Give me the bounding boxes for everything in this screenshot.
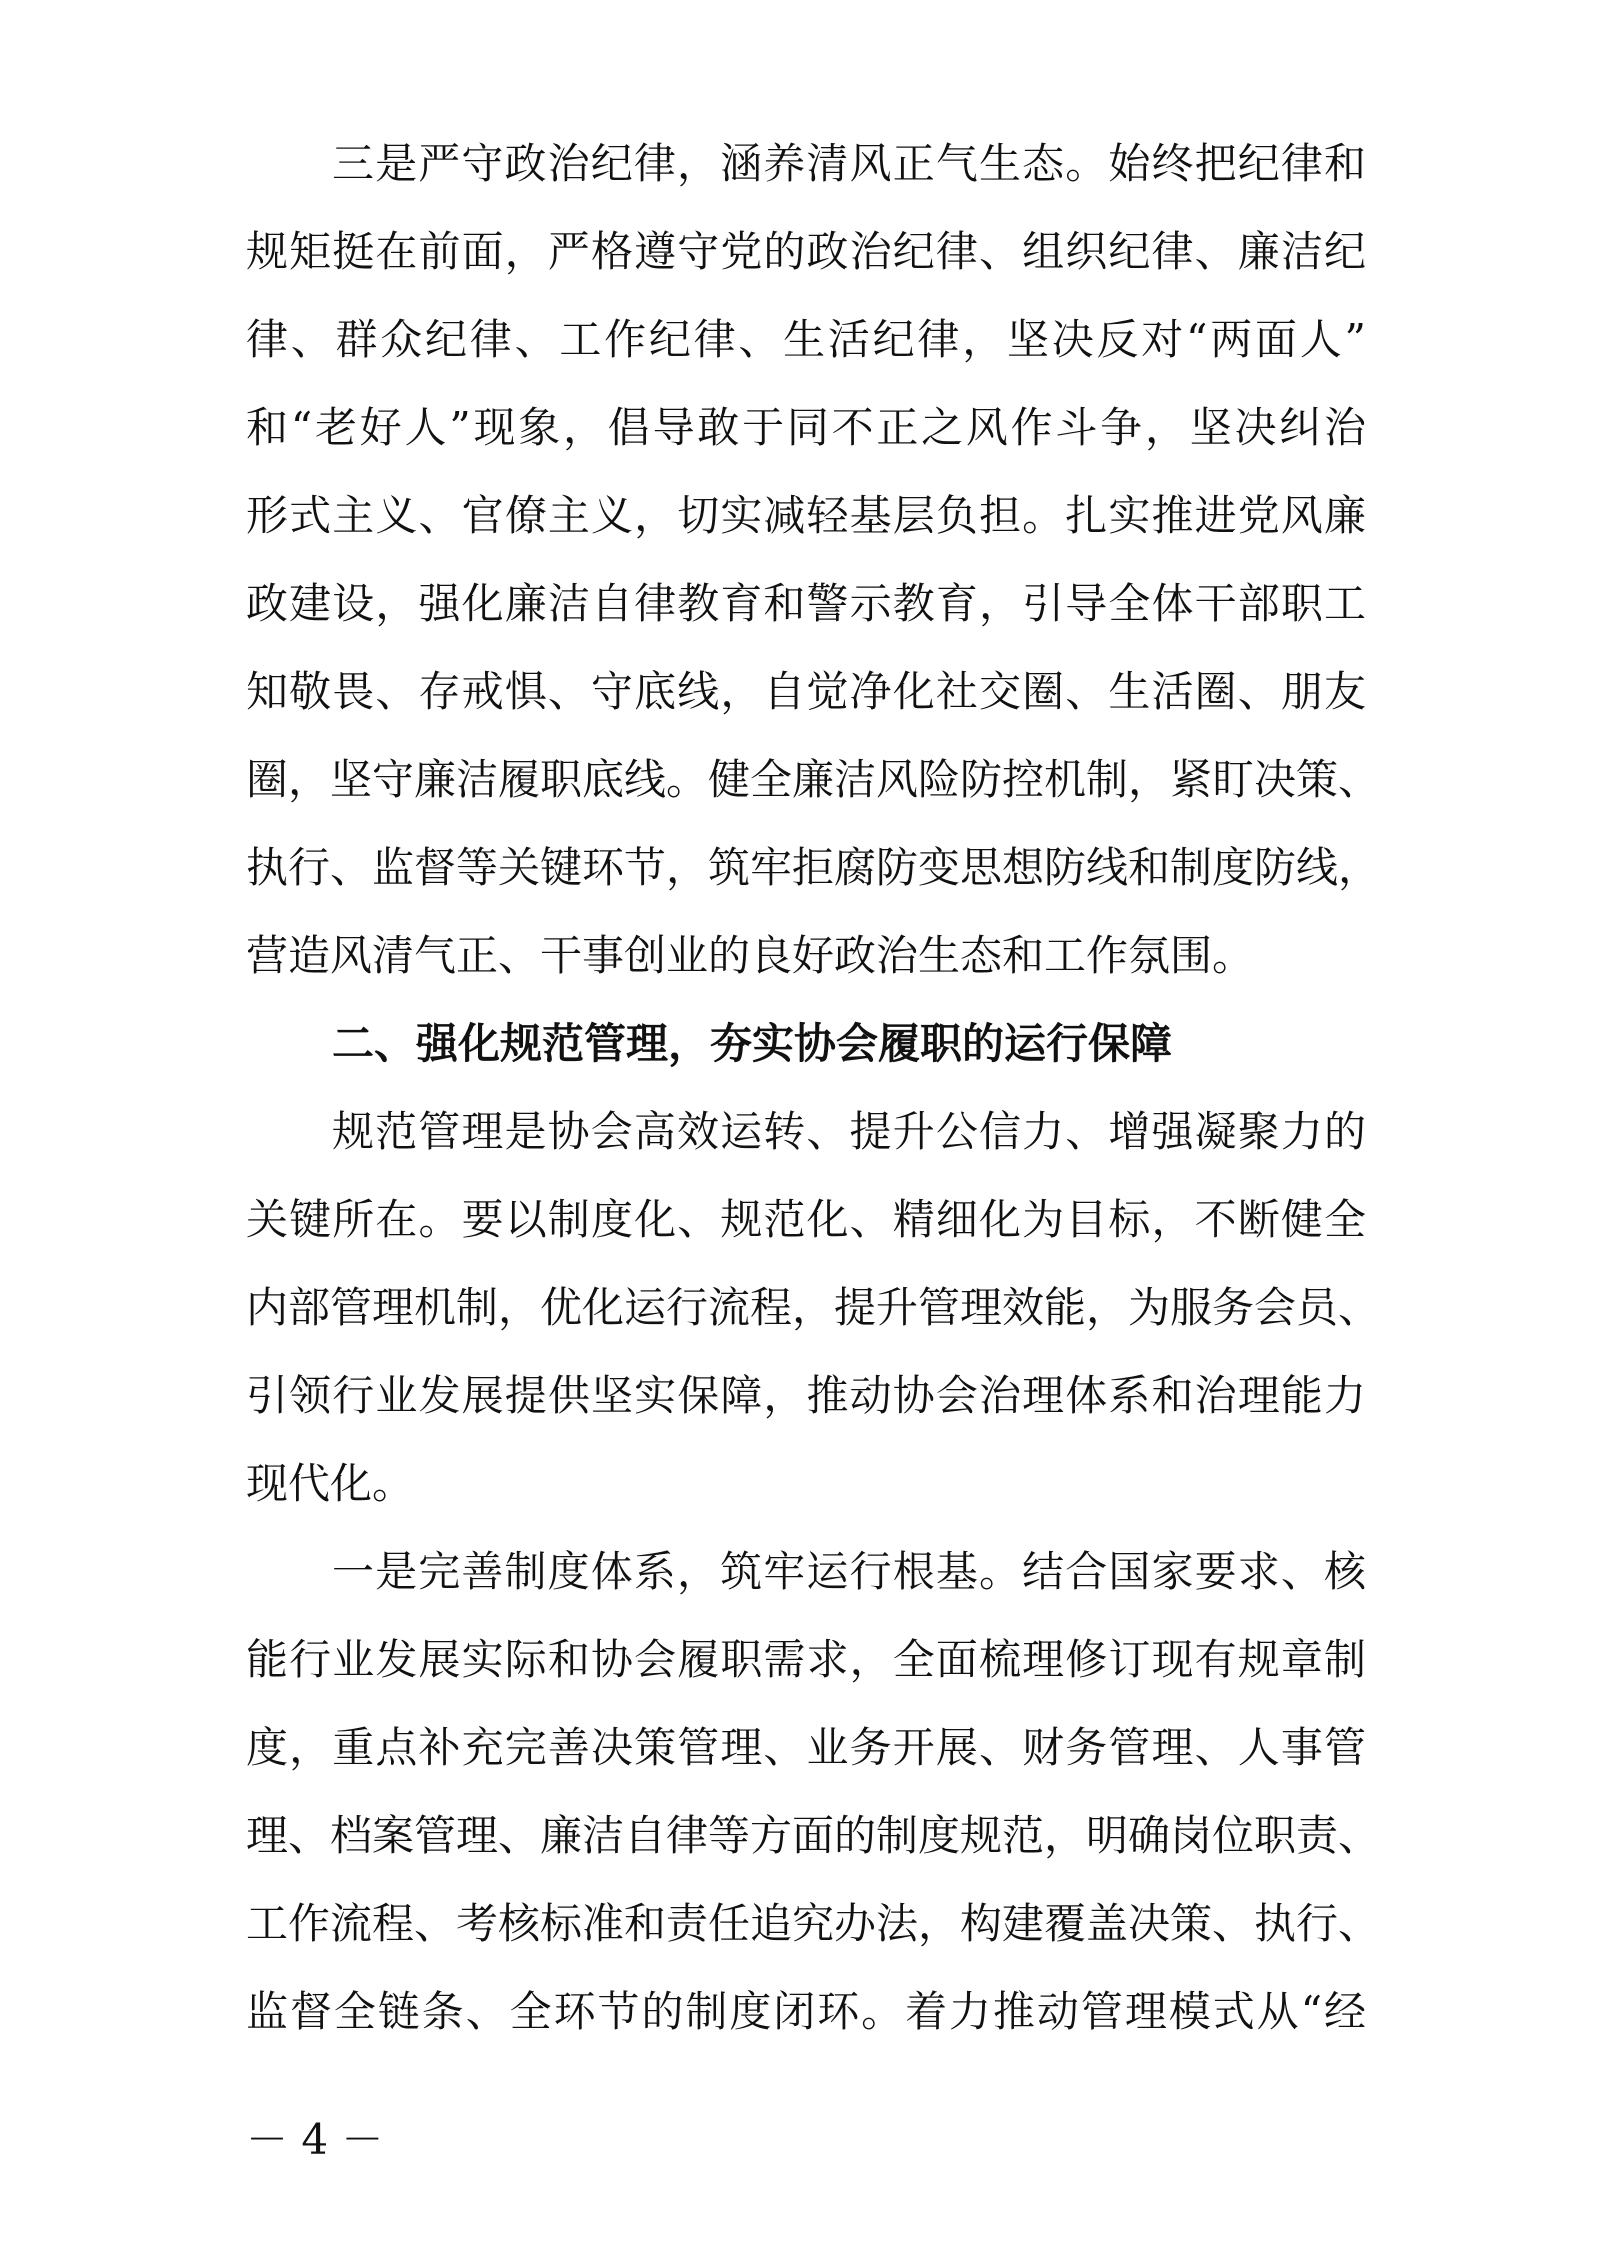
paragraph-line: 政建设，强化廉洁自律教育和警示教育，引导全体干部职工 (246, 579, 1366, 628)
paragraph-line: 规矩挺在前面，严格遵守党的政治纪律、组织纪律、廉洁纪 (246, 227, 1366, 276)
paragraph-line: 现代化。 (246, 1459, 415, 1508)
paragraph-line: 能行业发展实际和协会履职需求，全面梳理修订现有规章制 (246, 1635, 1366, 1684)
paragraph-line: 营造风清气正、干事创业的良好政治生态和工作氛围。 (246, 931, 1255, 980)
paragraph-line: 三是严守政治纪律，涵养清风正气生态。始终把纪律和 (332, 139, 1366, 188)
paragraph-line: 监督全链条、全环节的制度闭环。着力推动管理模式从“经 (246, 1987, 1366, 2036)
paragraph-line: 一是完善制度体系，筑牢运行根基。结合国家要求、核 (332, 1547, 1366, 1596)
paragraph-line: 圈，坚守廉洁履职底线。健全廉洁风险防控机制，紧盯决策、 (246, 755, 1381, 804)
paragraph-line: 引领行业发展提供坚实保障，推动协会治理体系和治理能力 (246, 1371, 1366, 1420)
paragraph-line: 和“老好人”现象，倡导敢于同不正之风作斗争，坚决纠治 (246, 403, 1366, 452)
paragraph-line: 工作流程、考核标准和责任追究办法，构建覆盖决策、执行、 (246, 1899, 1381, 1948)
paragraph-line: 理、档案管理、廉洁自律等方面的制度规范，明确岗位职责、 (246, 1811, 1381, 1860)
paragraph-line: 律、群众纪律、工作纪律、生活纪律，坚决反对“两面人” (246, 315, 1366, 364)
paragraph-line: 规范管理是协会高效运转、提升公信力、增强凝聚力的 (332, 1107, 1366, 1156)
page-number: － 4 － (246, 2115, 384, 2164)
section-heading: 二、强化规范管理，夯实协会履职的运行保障 (332, 1019, 1173, 1068)
paragraph-line: 关键所在。要以制度化、规范化、精细化为目标，不断健全 (246, 1195, 1366, 1244)
paragraph-line: 执行、监督等关键环节，筑牢拒腐防变思想防线和制度防线， (246, 843, 1381, 892)
paragraph-line: 内部管理机制，优化运行流程，提升管理效能，为服务会员、 (246, 1283, 1381, 1332)
paragraph-line: 知敬畏、存戒惧、守底线，自觉净化社交圈、生活圈、朋友 (246, 667, 1366, 716)
paragraph-line: 形式主义、官僚主义，切实减轻基层负担。扎实推进党风廉 (246, 491, 1366, 540)
paragraph-line: 度，重点补充完善决策管理、业务开展、财务管理、人事管 (246, 1723, 1366, 1772)
